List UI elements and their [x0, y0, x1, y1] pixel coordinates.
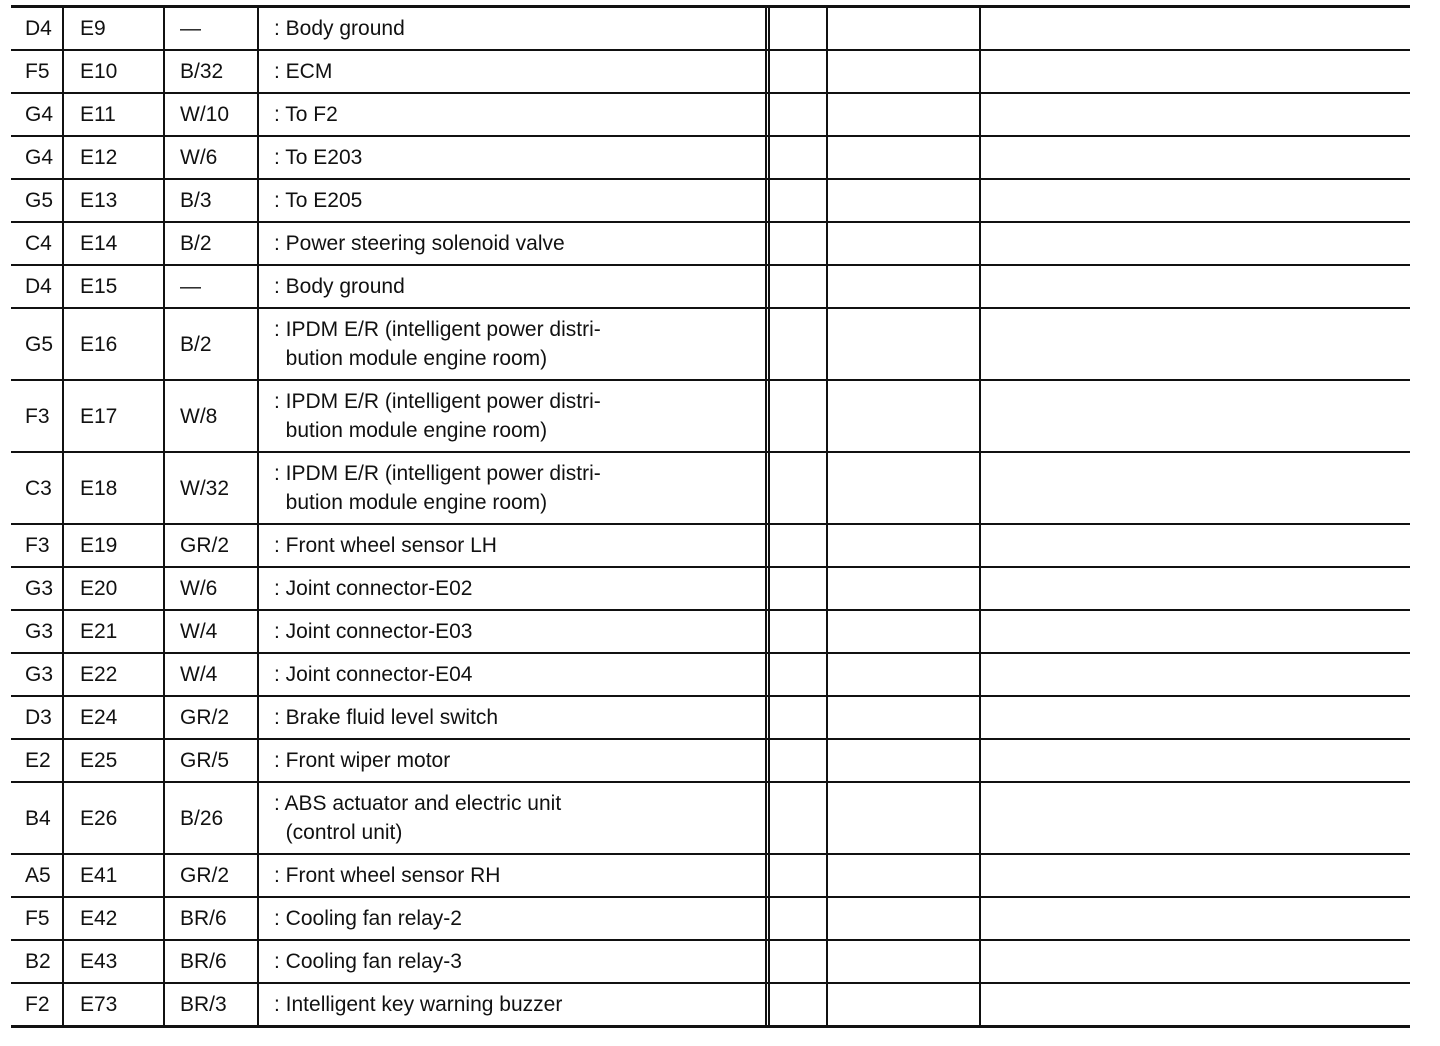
table-row: [11, 223, 1410, 266]
empty-cell: [770, 525, 828, 566]
table-row: [11, 654, 1410, 697]
table-row: [11, 568, 1410, 611]
connector-description-cell: : Cooling fan relay-2: [259, 898, 770, 939]
connector-type-cell: W/10: [165, 94, 259, 135]
empty-cell: [828, 697, 981, 738]
connector-number-cell: E25: [64, 740, 165, 781]
connector-type-cell: B/3: [165, 180, 259, 221]
table-row: [11, 984, 1410, 1028]
table-row: [11, 898, 1410, 941]
empty-cell: [770, 180, 828, 221]
connector-type-cell: GR/2: [165, 855, 259, 896]
connector-type-cell: BR/6: [165, 941, 259, 982]
empty-cell: [981, 783, 1410, 853]
empty-cell: [828, 783, 981, 853]
empty-cell: [770, 8, 828, 49]
grid-ref-cell: B2: [11, 941, 64, 982]
empty-cell: [828, 654, 981, 695]
connector-number-cell: E11: [64, 94, 165, 135]
table-row: [11, 137, 1410, 180]
grid-ref-cell: F3: [11, 525, 64, 566]
empty-cell: [828, 855, 981, 896]
empty-cell: [828, 180, 981, 221]
empty-cell: [981, 8, 1410, 49]
connector-number-cell: E9: [64, 8, 165, 49]
grid-ref-cell: C3: [11, 453, 64, 523]
connector-number-cell: E42: [64, 898, 165, 939]
connector-number-cell: E10: [64, 51, 165, 92]
empty-cell: [981, 941, 1410, 982]
empty-cell: [770, 941, 828, 982]
grid-ref-cell: A5: [11, 855, 64, 896]
connector-type-cell: GR/2: [165, 525, 259, 566]
table-row: [11, 697, 1410, 740]
grid-ref-cell: G3: [11, 611, 64, 652]
connector-type-cell: B/26: [165, 783, 259, 853]
empty-cell: [981, 223, 1410, 264]
table-row: [11, 5, 1410, 51]
empty-cell: [981, 654, 1410, 695]
empty-cell: [828, 611, 981, 652]
table-row: [11, 309, 1410, 381]
empty-cell: [981, 740, 1410, 781]
empty-cell: [828, 94, 981, 135]
grid-ref-cell: D4: [11, 8, 64, 49]
connector-description-cell: : Power steering solenoid valve: [259, 223, 770, 264]
grid-ref-cell: B4: [11, 783, 64, 853]
empty-cell: [770, 223, 828, 264]
connector-number-cell: E12: [64, 137, 165, 178]
connector-number-cell: E18: [64, 453, 165, 523]
connector-description-cell: : Brake fluid level switch: [259, 697, 770, 738]
connector-type-cell: BR/3: [165, 984, 259, 1025]
empty-cell: [770, 611, 828, 652]
grid-ref-cell: F2: [11, 984, 64, 1025]
connector-description-cell: : Intelligent key warning buzzer: [259, 984, 770, 1025]
connector-number-cell: E73: [64, 984, 165, 1025]
empty-cell: [828, 137, 981, 178]
empty-cell: [770, 51, 828, 92]
grid-ref-cell: G3: [11, 654, 64, 695]
connector-number-cell: E41: [64, 855, 165, 896]
table-row: [11, 180, 1410, 223]
connector-description-cell: : Body ground: [259, 8, 770, 49]
grid-ref-cell: G4: [11, 137, 64, 178]
empty-cell: [981, 453, 1410, 523]
connector-number-cell: E22: [64, 654, 165, 695]
connector-number-cell: E16: [64, 309, 165, 379]
empty-cell: [770, 654, 828, 695]
connector-table: [11, 5, 1410, 1028]
connector-description-cell: : Front wheel sensor RH: [259, 855, 770, 896]
empty-cell: [828, 51, 981, 92]
grid-ref-cell: G4: [11, 94, 64, 135]
connector-type-cell: —: [165, 8, 259, 49]
empty-cell: [770, 568, 828, 609]
connector-type-cell: W/8: [165, 381, 259, 451]
connector-type-cell: B/32: [165, 51, 259, 92]
connector-description-cell: : Joint connector-E02: [259, 568, 770, 609]
empty-cell: [770, 453, 828, 523]
table-row: [11, 381, 1410, 453]
connector-description-cell: : Front wiper motor: [259, 740, 770, 781]
empty-cell: [981, 51, 1410, 92]
grid-ref-cell: F5: [11, 51, 64, 92]
empty-cell: [770, 137, 828, 178]
connector-type-cell: GR/5: [165, 740, 259, 781]
connector-number-cell: E24: [64, 697, 165, 738]
empty-cell: [770, 783, 828, 853]
connector-description-cell: : Cooling fan relay-3: [259, 941, 770, 982]
empty-cell: [828, 309, 981, 379]
grid-ref-cell: G5: [11, 309, 64, 379]
connector-description-cell: : ECM: [259, 51, 770, 92]
empty-cell: [981, 137, 1410, 178]
connector-type-cell: W/6: [165, 137, 259, 178]
empty-cell: [828, 740, 981, 781]
empty-cell: [981, 898, 1410, 939]
connector-type-cell: W/32: [165, 453, 259, 523]
empty-cell: [828, 568, 981, 609]
connector-number-cell: E13: [64, 180, 165, 221]
empty-cell: [770, 381, 828, 451]
connector-number-cell: E21: [64, 611, 165, 652]
connector-number-cell: E43: [64, 941, 165, 982]
connector-description-cell: : ABS actuator and electric unit (control unit): [259, 783, 770, 853]
empty-cell: [828, 941, 981, 982]
table-row: [11, 611, 1410, 654]
connector-type-cell: GR/2: [165, 697, 259, 738]
connector-description-cell: : Joint connector-E04: [259, 654, 770, 695]
connector-description-cell: : Body ground: [259, 266, 770, 307]
connector-type-cell: BR/6: [165, 898, 259, 939]
empty-cell: [770, 94, 828, 135]
empty-cell: [828, 525, 981, 566]
empty-cell: [981, 180, 1410, 221]
empty-cell: [981, 855, 1410, 896]
connector-type-cell: B/2: [165, 309, 259, 379]
grid-ref-cell: G5: [11, 180, 64, 221]
empty-cell: [770, 309, 828, 379]
empty-cell: [981, 94, 1410, 135]
connector-description-cell: : IPDM E/R (intelligent power distri- bution module engine room): [259, 453, 770, 523]
grid-ref-cell: F3: [11, 381, 64, 451]
connector-description-cell: : To E205: [259, 180, 770, 221]
empty-cell: [828, 453, 981, 523]
empty-cell: [770, 697, 828, 738]
table-row: [11, 740, 1410, 783]
connector-number-cell: E17: [64, 381, 165, 451]
connector-number-cell: E20: [64, 568, 165, 609]
connector-type-cell: W/4: [165, 611, 259, 652]
empty-cell: [770, 855, 828, 896]
grid-ref-cell: D4: [11, 266, 64, 307]
grid-ref-cell: F5: [11, 898, 64, 939]
connector-number-cell: E15: [64, 266, 165, 307]
empty-cell: [981, 381, 1410, 451]
empty-cell: [981, 266, 1410, 307]
connector-number-cell: E14: [64, 223, 165, 264]
table-row: [11, 453, 1410, 525]
table-row: [11, 783, 1410, 855]
empty-cell: [828, 223, 981, 264]
connector-type-cell: B/2: [165, 223, 259, 264]
empty-cell: [981, 525, 1410, 566]
grid-ref-cell: G3: [11, 568, 64, 609]
table-row: [11, 855, 1410, 898]
connector-description-cell: : Front wheel sensor LH: [259, 525, 770, 566]
table-row: [11, 525, 1410, 568]
connector-description-cell: : Joint connector-E03: [259, 611, 770, 652]
empty-cell: [828, 381, 981, 451]
connector-description-cell: : To F2: [259, 94, 770, 135]
grid-ref-cell: C4: [11, 223, 64, 264]
empty-cell: [981, 611, 1410, 652]
empty-cell: [828, 898, 981, 939]
empty-cell: [981, 309, 1410, 379]
empty-cell: [828, 266, 981, 307]
grid-ref-cell: E2: [11, 740, 64, 781]
empty-cell: [770, 984, 828, 1025]
empty-cell: [828, 984, 981, 1025]
connector-description-cell: : IPDM E/R (intelligent power distri- bution module engine room): [259, 381, 770, 451]
empty-cell: [981, 697, 1410, 738]
connector-type-cell: W/4: [165, 654, 259, 695]
table-row: [11, 94, 1410, 137]
table-row: [11, 941, 1410, 984]
empty-cell: [770, 898, 828, 939]
empty-cell: [770, 740, 828, 781]
connector-type-cell: —: [165, 266, 259, 307]
empty-cell: [828, 8, 981, 49]
connector-number-cell: E26: [64, 783, 165, 853]
grid-ref-cell: D3: [11, 697, 64, 738]
empty-cell: [770, 266, 828, 307]
empty-cell: [981, 568, 1410, 609]
table-row: [11, 51, 1410, 94]
connector-description-cell: : IPDM E/R (intelligent power distri- bution module engine room): [259, 309, 770, 379]
table-row: [11, 266, 1410, 309]
connector-description-cell: : To E203: [259, 137, 770, 178]
connector-number-cell: E19: [64, 525, 165, 566]
empty-cell: [981, 984, 1410, 1025]
connector-type-cell: W/6: [165, 568, 259, 609]
